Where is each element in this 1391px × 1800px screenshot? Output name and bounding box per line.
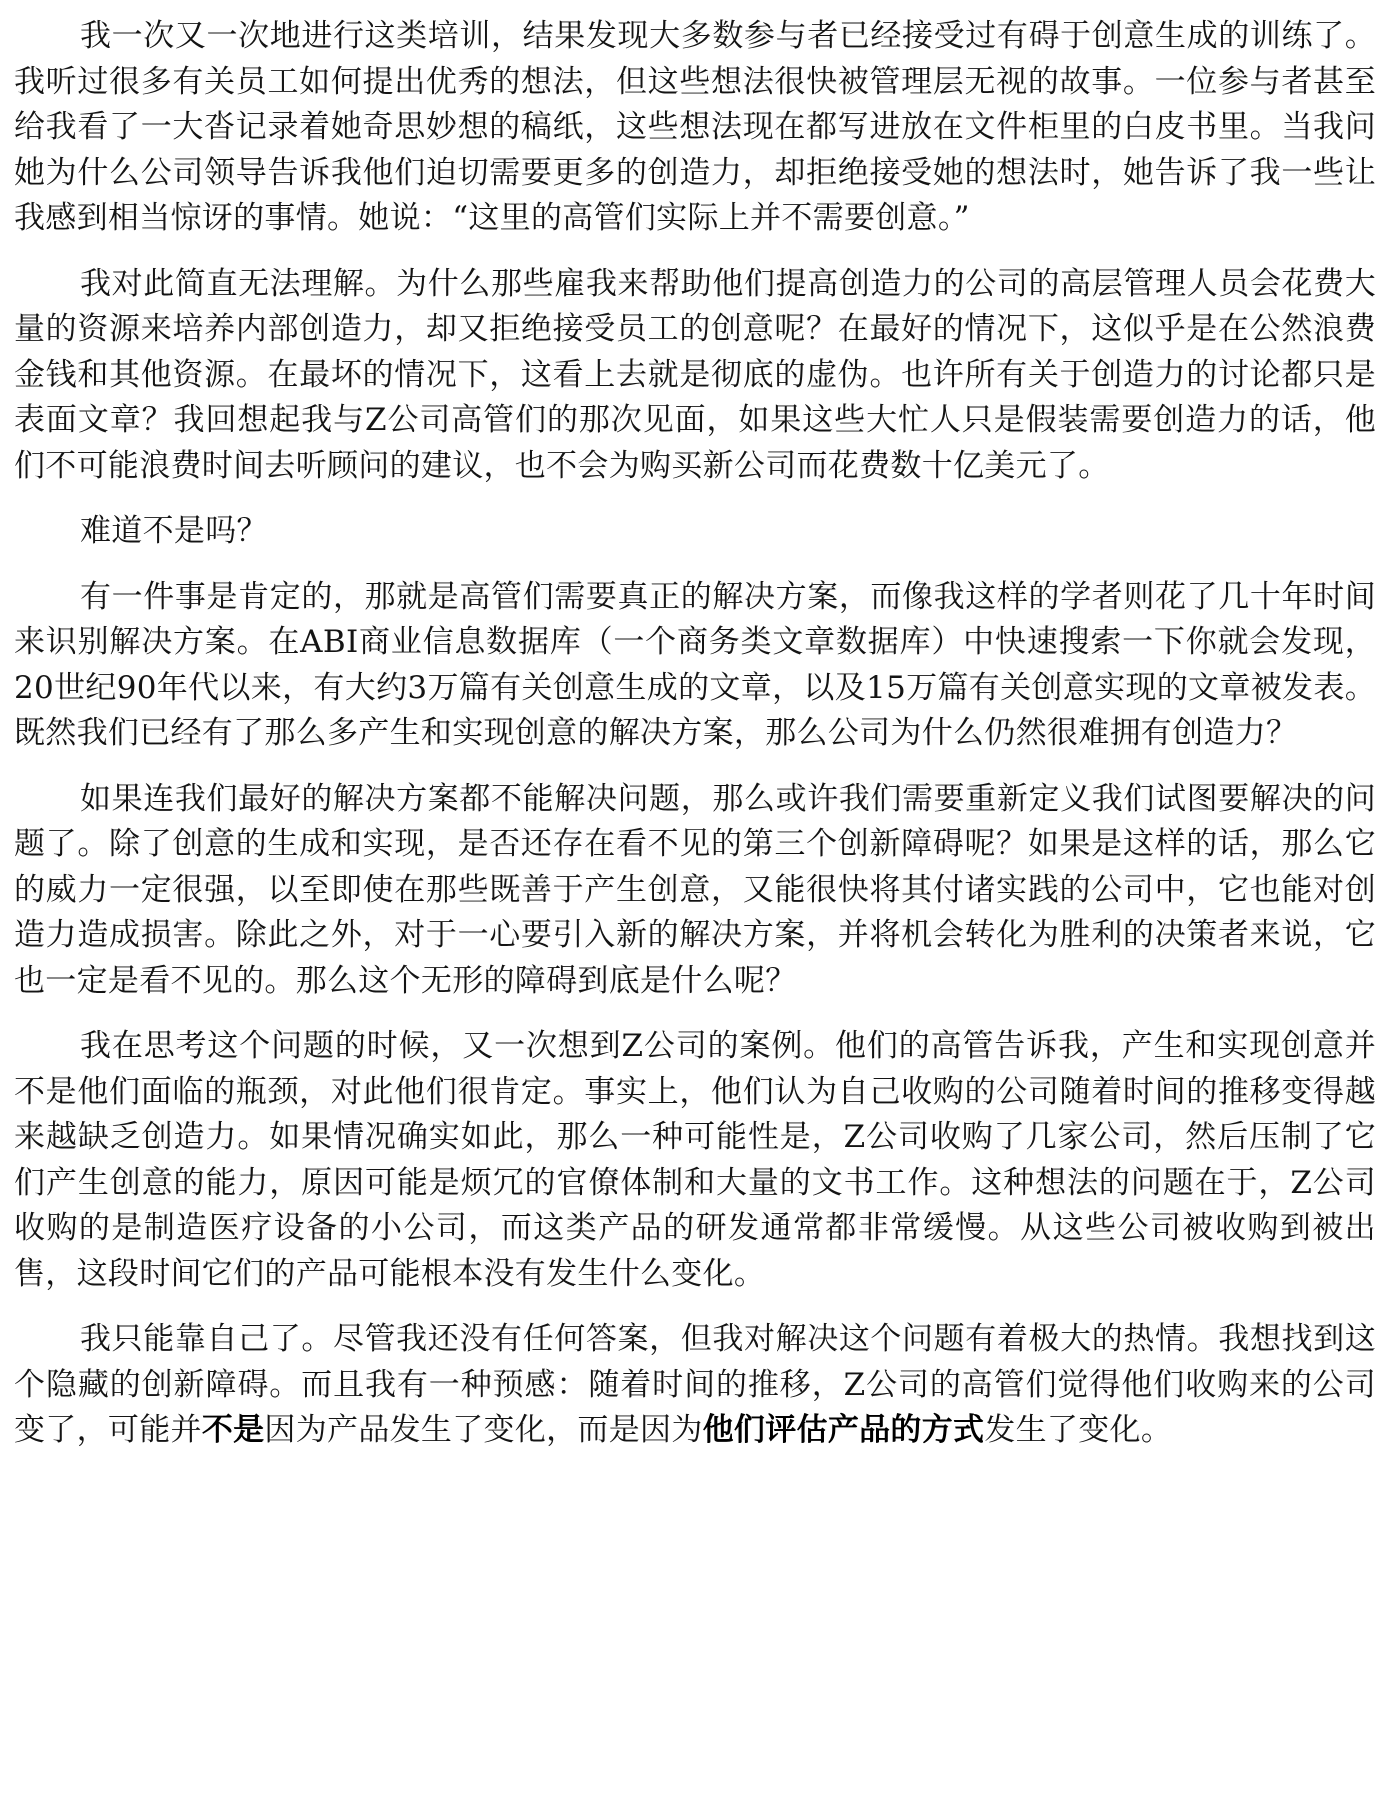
paragraph-7-text-2: 因为产品发生了变化，而是因为 [264, 1412, 703, 1448]
paragraph-4: 有一件事是肯定的，那就是高管们需要真正的解决方案，而像我这样的学者则花了几十年时间来识别解决方案。在ABI商业信息数据库（一个商务类文章数据库）中快速搜索一下你就会发现，20世纪90年代以来，有大约3万篇有关创意生成的文章，以及15万篇有关创意实现的文章被发表。既然我们已经有了那么多产生和实现创意的解决方案，那么公司为什么仍然很难拥有创造力？ [14, 578, 1376, 751]
paragraph-6: 我在思考这个问题的时候，又一次想到Z公司的案例。他们的高管告诉我，产生和实现创意并不是他们面临的瓶颈，对此他们很肯定。事实上，他们认为自己收购的公司随着时间的推移变得越来越缺乏创造力。如果情况确实如此，那么一种可能性是，Z公司收购了几家公司，然后压制了它们产生创意的能力，原因可能是烦冗的官僚体制和大量的文书工作。这种想法的问题在于，Z公司收购的是制造医疗设备的小公司，而这类产品的研发通常都非常缓慢。从这些公司被收购到被出售，这段时间它们的产品可能根本没有发生什么变化。 [14, 1028, 1376, 1292]
paragraph-3: 难道不是吗？ [80, 513, 268, 549]
emphasis-evaluation-method: 他们评估产品的方式 [702, 1412, 985, 1448]
paragraph-5: 如果连我们最好的解决方案都不能解决问题，那么或许我们需要重新定义我们试图要解决的问题了。除了创意的生成和实现，是否还存在看不见的第三个创新障碍呢？如果是这样的话，那么它的威力一定很强，以至即使在那些既善于产生创意，又能很快将其付诸实践的公司中，它也能对创造力造成损害。除此之外，对于一心要引入新的解决方案，并将机会转化为胜利的决策者来说，它也一定是看不见的。那么这个无形的障碍到底是什么呢？ [14, 780, 1376, 999]
emphasis-not: 不是 [201, 1412, 265, 1448]
paragraph-7 [14, 1317, 1376, 1454]
document-page [14, 14, 1376, 1454]
paragraph-7-text-3: 发生了变化。 [984, 1412, 1173, 1448]
paragraph-7-text-1: 我只能靠自己了。尽管我还没有任何答案，但我对解决这个问题有着极大的热情。我想找到这个隐藏的创新障碍。而且我有一种预感：随着时间的推移，Z公司的高管们觉得他们收购来的公司变了，可能并 [14, 1321, 1376, 1448]
paragraph-2: 我对此简直无法理解。为什么那些雇我来帮助他们提高创造力的公司的高层管理人员会花费大量的资源来培养内部创造力，却又拒绝接受员工的创意呢？在最好的情况下，这似乎是在公然浪费金钱和其他资源。在最坏的情况下，这看上去就是彻底的虚伪。也许所有关于创造力的讨论都只是表面文章？我回想起我与Z公司高管们的那次见面，如果这些大忙人只是假装需要创造力的话，他们不可能浪费时间去听顾问的建议，也不会为购买新公司而花费数十亿美元了。 [14, 265, 1376, 484]
paragraph-1: 我一次又一次地进行这类培训，结果发现大多数参与者已经接受过有碍于创意生成的训练了。我听过很多有关员工如何提出优秀的想法，但这些想法很快被管理层无视的故事。一位参与者甚至给我看了一大沓记录着她奇思妙想的稿纸，这些想法现在都写进放在文件柜里的白皮书里。当我问她为什么公司领导告诉我他们迫切需要更多的创造力，却拒绝接受她的想法时，她告诉了我一些让我感到相当惊讶的事情。她说：“这里的高管们实际上并不需要创意。” [14, 18, 1376, 236]
